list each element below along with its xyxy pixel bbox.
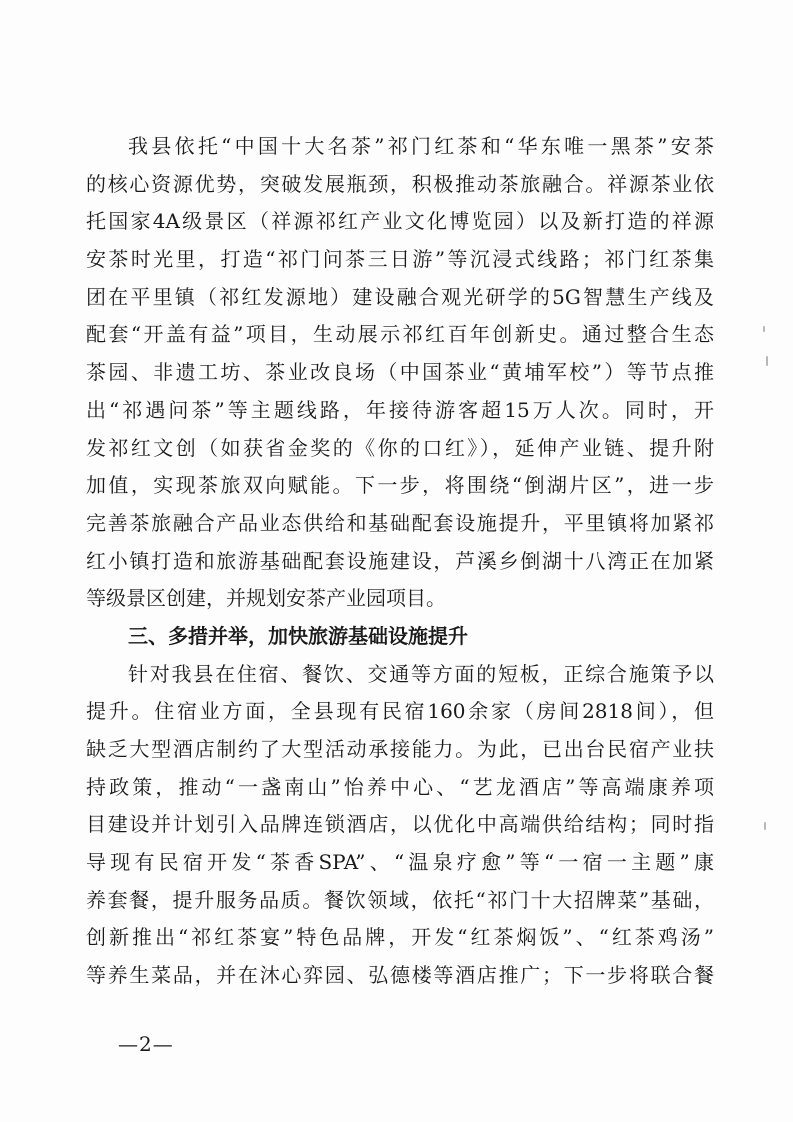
paragraph-line: 目建设并计划引入品牌连锁酒店，以优化中高端供给结构；同时指: [86, 812, 714, 837]
paragraph-line: 托国家4A级景区（祥源祁红产业文化博览园）以及新打造的祥源: [86, 209, 714, 234]
paragraph-line: 创新推出“祁红茶宴”特色品牌，开发“红茶焖饭”、“红茶鸡汤”: [86, 925, 714, 950]
paragraph-line: 等养生菜品，并在沐心弈园、弘德楼等酒店推广；下一步将联合餐: [86, 963, 714, 988]
scan-speck: [763, 326, 765, 332]
body-text: [86, 128, 714, 995]
paragraph-line: 我县依托“中国十大名茶”祁门红茶和“华东唯一黑茶”安茶: [128, 134, 714, 158]
page-number: —2—: [118, 1032, 174, 1056]
paragraph-line: 提升。住宿业方面，全县现有民宿160余家（房间2818间），但: [86, 699, 714, 724]
paragraph-line: 发祁红文创（如获省金奖的《你的口红》），延伸产业链、提升附: [86, 435, 714, 460]
paragraph-line: 配套“开盖有益”项目，生动展示祁红百年创新史。通过整合生态: [86, 322, 714, 347]
paragraph-line: 加值，实现茶旅双向赋能。下一步，将围绕“倒湖片区”，进一步: [86, 473, 714, 498]
paragraph-line: 持政策，推动“一盏南山”怡养中心、“艺龙酒店”等高端康养项: [86, 774, 714, 799]
paragraph-line: 出“祁遇问茶”等主题线路，年接待游客超15万人次。同时，开: [86, 397, 714, 422]
scan-speck: [764, 822, 766, 830]
paragraph-line: 团在平里镇（祁红发源地）建设融合观光研学的5G智慧生产线及: [86, 284, 714, 309]
paragraph-line: 缺乏大型酒店制约了大型活动承接能力。为此，已出台民宿产业扶: [86, 737, 714, 761]
paragraph-line: 完善茶旅融合产品业态供给和基础配套设施提升，平里镇将加紧祁: [86, 510, 714, 535]
paragraph-line: 针对我县在住宿、餐饮、交通等方面的短板，正综合施策予以: [128, 661, 714, 686]
paragraph-line: 导现有民宿开发“茶香SPA”、“温泉疗愈”等“一宿一主题”康: [86, 850, 714, 875]
paragraph-line: 养套餐，提升服务品质。餐饮领域，依托“祁门十大招牌菜”基础，: [86, 887, 714, 912]
scan-speck: [766, 356, 768, 366]
paragraph-line: 的核心资源优势，突破发展瓶颈，积极推动茶旅融合。祥源茶业依: [86, 171, 714, 196]
paragraph-line: 茶园、非遗工坊、茶业改良场（中国茶业“黄埔军校”）等节点推: [86, 360, 714, 385]
paragraph-line: 安茶时光里，打造“祁门问茶三日游”等沉浸式线路；祁门红茶集: [86, 247, 714, 272]
paragraph-line: 等级景区创建，并规划安茶产业园项目。: [86, 586, 446, 611]
paragraph-line: 红小镇打造和旅游基础配套设施建设，芦溪乡倒湖十八湾正在加紧: [86, 548, 714, 573]
section-heading: 三、多措并举，加快旅游基础设施提升: [128, 623, 468, 648]
